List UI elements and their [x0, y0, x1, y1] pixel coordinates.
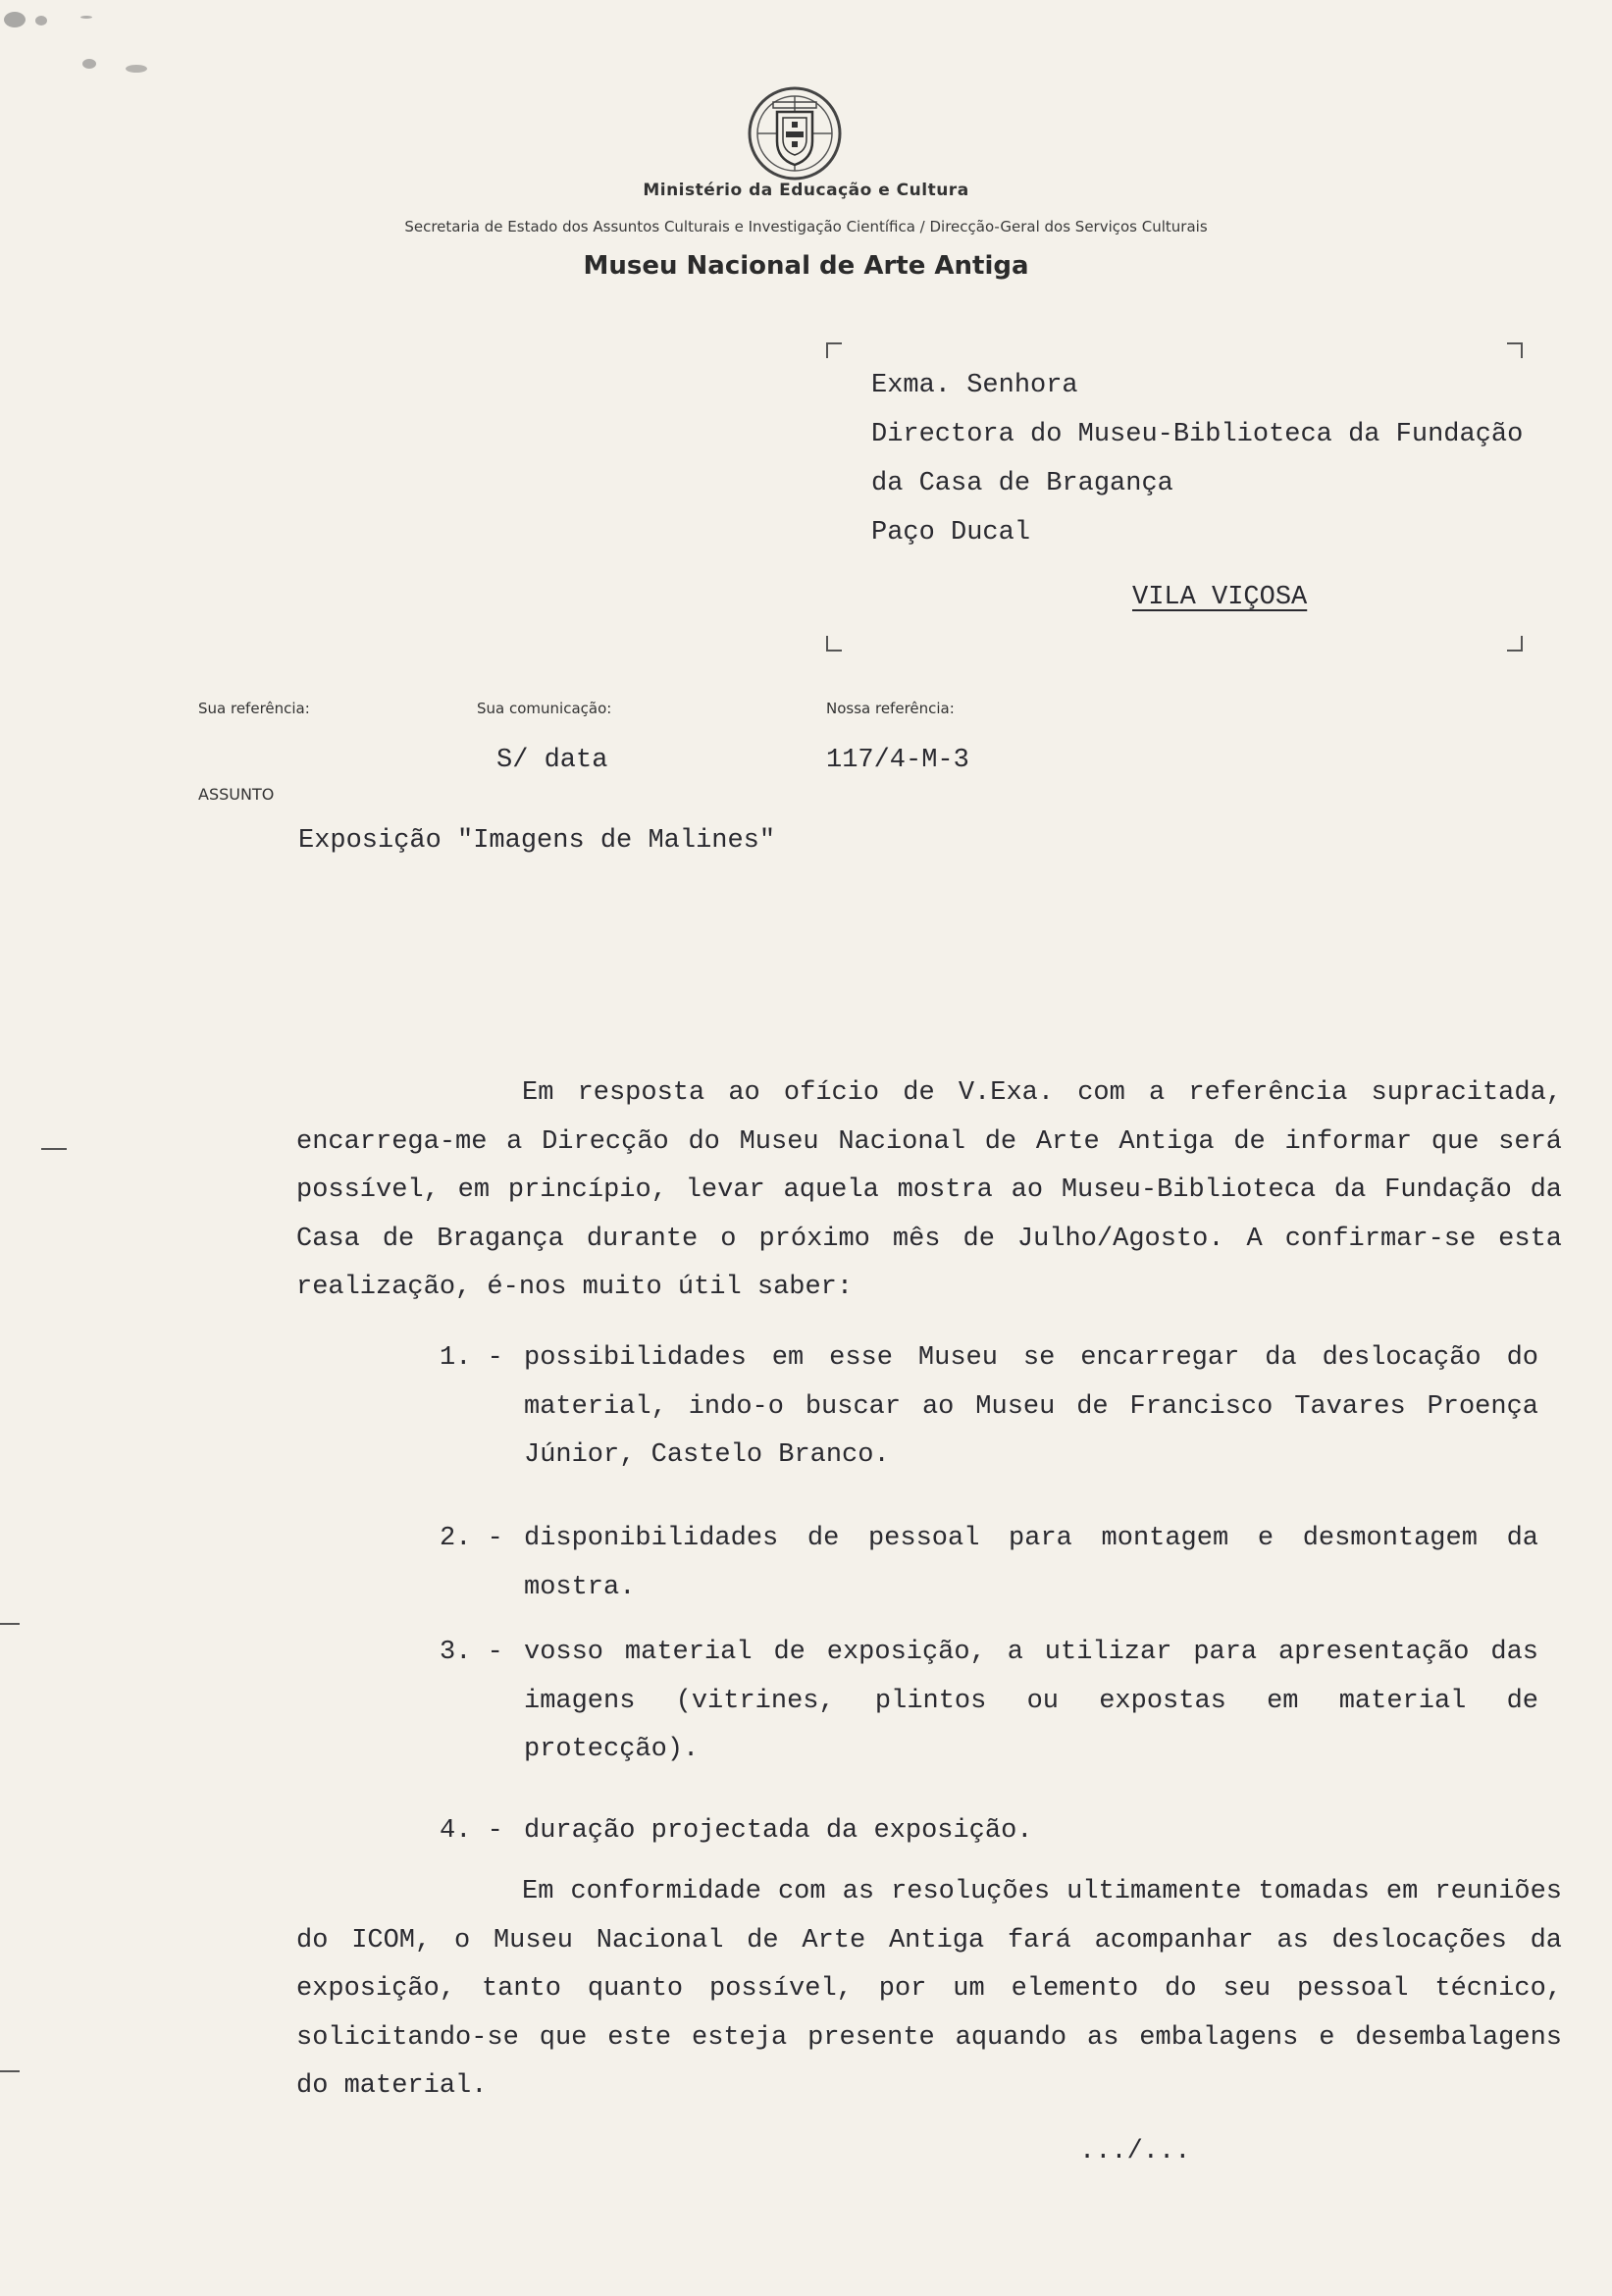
list-item-number: 1. -	[440, 1343, 503, 1373]
page-continuation: .../...	[1079, 2137, 1191, 2166]
list-item	[440, 1334, 1538, 1481]
address-corner-mark	[826, 636, 842, 652]
recipient-city: VILA VIÇOSA	[1132, 583, 1308, 612]
ink-stain	[35, 16, 47, 26]
museum-name: Museu Nacional de Arte Antiga	[583, 251, 1029, 281]
ink-stain	[80, 16, 92, 19]
list-item-text: possibilidades em esse Museu se encarregar da deslocação do material, indo-o buscar ao Museu de Francisco Tavares Proença Júnior, Castelo Branco.	[524, 1343, 1538, 1471]
list-item-number: 4. -	[440, 1816, 503, 1846]
fold-mark	[41, 1148, 67, 1150]
address-corner-mark	[826, 342, 842, 358]
list-item-text: disponibilidades de pessoal para montagem e desmontagem da mostra.	[524, 1524, 1538, 1602]
fold-mark	[0, 2070, 20, 2072]
list-item	[440, 1629, 1538, 1775]
fold-mark	[0, 1623, 20, 1625]
ministry-name: Ministério da Educação e Cultura	[643, 181, 969, 200]
sua-comunicacao-label: Sua comunicação:	[477, 700, 612, 717]
closing-paragraph: Em conformidade com as resoluções ultimamente tomadas em reuniões do ICOM, o Museu Nacional de Arte Antiga fará acompanhar as deslocações da exposição, tanto quanto possível, por um elemento do seu pessoal técnico, solicitando-se que este esteja presente aquando as embalagens e desembalagens do material.	[296, 1877, 1562, 2102]
coat-of-arms-seal	[744, 82, 846, 184]
secretaria-line: Secretaria de Estado dos Assuntos Culturais e Investigação Científica / Direcção-Geral dos Serviços Culturais	[404, 218, 1208, 235]
address-corner-mark	[1507, 342, 1523, 358]
recipient-line: da Casa de Bragança	[871, 469, 1173, 498]
recipient-line: Paço Ducal	[871, 518, 1031, 548]
list-item-number: 3. -	[440, 1638, 503, 1667]
ink-stain	[4, 12, 26, 27]
nossa-referencia-label: Nossa referência:	[826, 700, 955, 717]
sua-comunicacao-value: S/ data	[496, 746, 608, 775]
ink-stain	[82, 59, 96, 69]
list-item-number: 2. -	[440, 1524, 503, 1553]
list-item	[440, 1515, 1538, 1612]
subject-label: ASSUNTO	[198, 785, 275, 804]
intro-paragraph: Em resposta ao ofício de V.Exa. com a referência supracitada, encarrega-me a Direcção do Museu Nacional de Arte Antiga de informar que será possível, em princípio, levar aquela mostra ao Museu-Biblioteca da Fundação da Casa de Bragança durante o próximo mês de Julho/Agosto. A confirmar-se esta realização, é-nos muito útil saber:	[296, 1078, 1562, 1303]
list-item-text: vosso material de exposição, a utilizar para apresentação das imagens (vitrines, plintos ou expostas em material de protecção).	[524, 1638, 1538, 1765]
recipient-line: Directora do Museu-Biblioteca da Fundação	[871, 420, 1524, 449]
recipient-line: Exma. Senhora	[871, 371, 1078, 400]
list-item-text: duração projectada da exposição.	[524, 1816, 1033, 1846]
sua-referencia-label: Sua referência:	[198, 700, 310, 717]
subject-text: Exposição "Imagens de Malines"	[298, 826, 776, 856]
ink-stain	[126, 65, 147, 73]
list-item	[440, 1807, 1538, 1856]
address-corner-mark	[1507, 636, 1523, 652]
nossa-referencia-value: 117/4-M-3	[826, 746, 969, 775]
